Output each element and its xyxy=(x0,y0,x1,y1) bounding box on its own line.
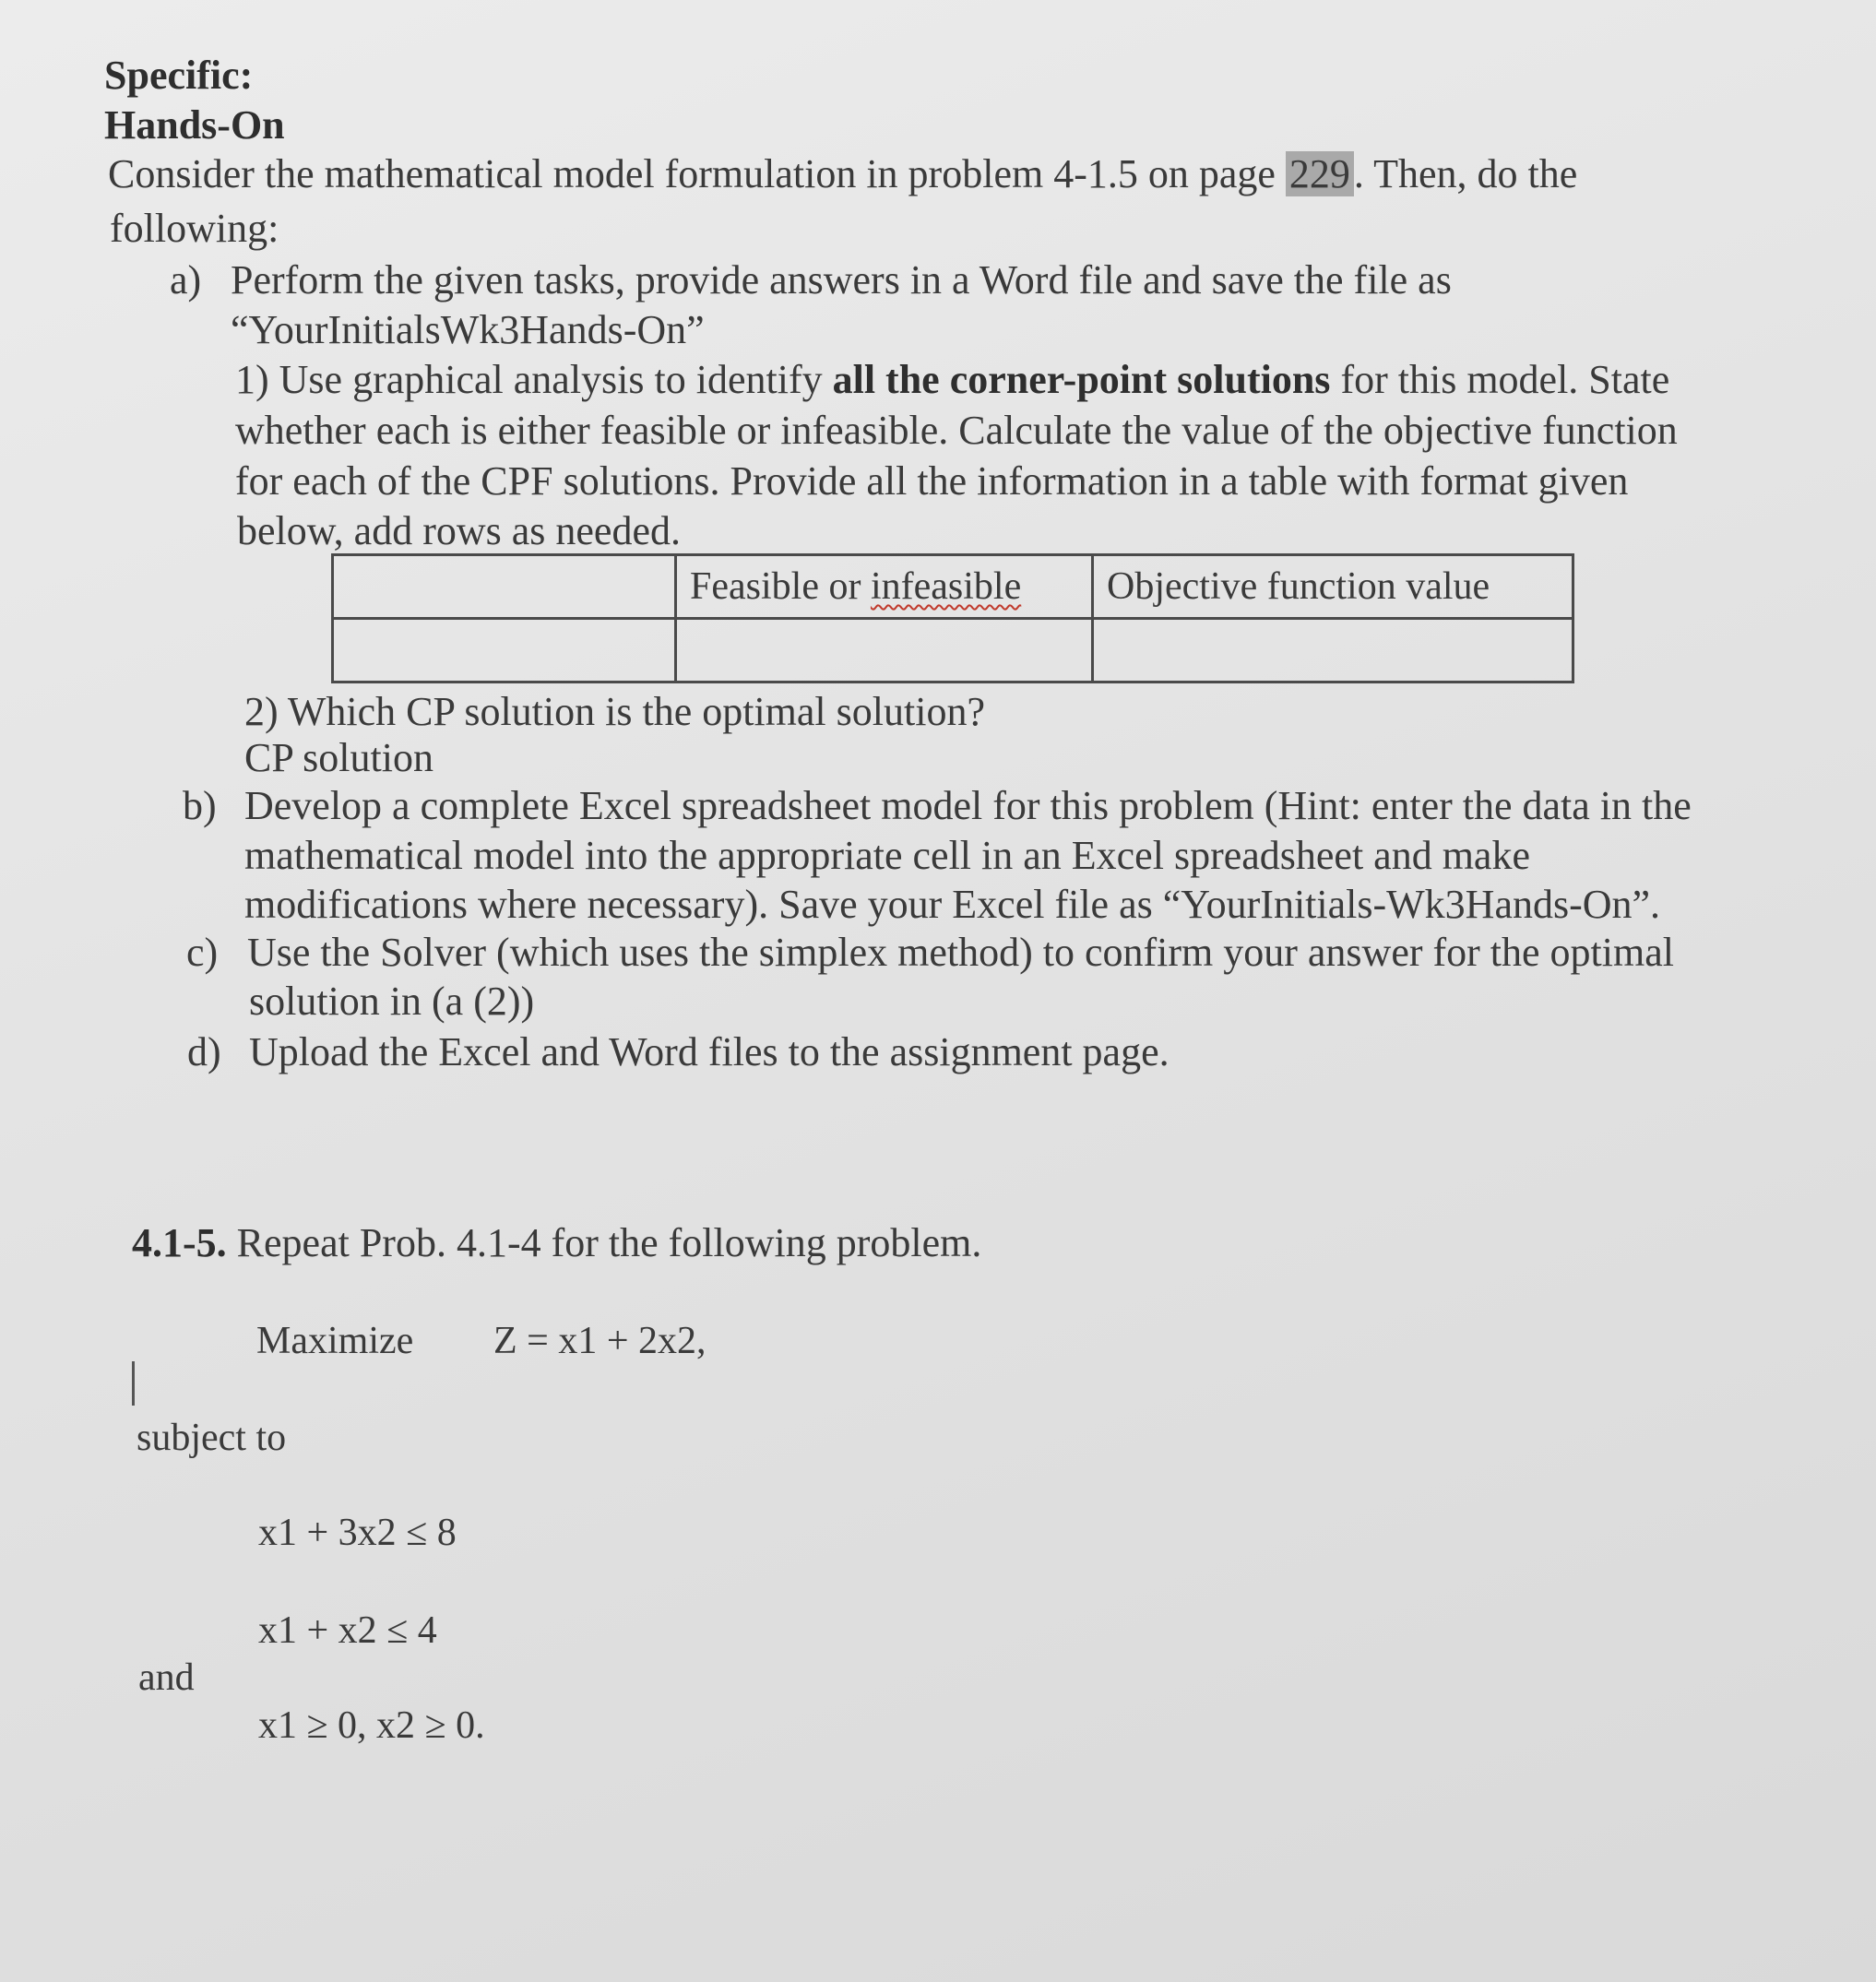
task-1-line-3: for each of the CPF solutions. Provide all the information in a table with format given xyxy=(235,458,1629,504)
task-2-line-1: 2) Which CP solution is the optimal solution? xyxy=(244,689,985,734)
item-a-label: a) xyxy=(170,257,202,303)
task-1-text-post: for this model. State xyxy=(1330,357,1670,402)
item-d-label: d) xyxy=(187,1029,221,1074)
table-cell[interactable] xyxy=(1093,619,1573,682)
table-header-row xyxy=(333,555,1573,619)
task-1-line-4: below, add rows as needed. xyxy=(237,508,681,553)
intro-line-2: following: xyxy=(110,206,279,251)
subject-to-label: subject to xyxy=(137,1417,287,1459)
table-cell[interactable] xyxy=(333,619,676,682)
item-b-line-2: mathematical model into the appropriate cell in an Excel spreadsheet and make xyxy=(244,833,1530,878)
item-c-line-1: Use the Solver (which uses the simplex method) to confirm your answer for the optimal xyxy=(247,930,1674,975)
constraint-1: x1 + 3x2 ≤ 8 xyxy=(258,1512,457,1554)
task-1-text-pre: 1) Use graphical analysis to identify xyxy=(235,357,833,402)
table-header-cell-1[interactable] xyxy=(333,555,676,619)
item-c-line-2: solution in (a (2)) xyxy=(249,979,535,1024)
problem-number: 4.1-5. xyxy=(132,1220,227,1265)
task-1-bold-phrase: all the corner-point solutions xyxy=(832,357,1331,402)
intro-text-pre: Consider the mathematical model formulation in problem 4-1.5 on page xyxy=(108,151,1286,196)
constraint-2: x1 + x2 ≤ 4 xyxy=(258,1609,437,1652)
item-b-line-1: Develop a complete Excel spreadsheet model for this problem (Hint: enter the data in the xyxy=(244,783,1692,828)
item-b-line-3: modifications where necessary). Save your Excel file as “YourInitials-Wk3Hands-On”. xyxy=(244,882,1661,927)
problem-title xyxy=(132,1219,981,1267)
nonnegativity-constraints: x1 ≥ 0, x2 ≥ 0. xyxy=(258,1704,485,1747)
heading-specific: Specific: xyxy=(104,53,254,98)
spellcheck-flagged-word: infeasible xyxy=(870,565,1022,608)
task-1-line-2: whether each is either feasible or infeasible. Calculate the value of the objective function xyxy=(235,408,1678,453)
table-row xyxy=(333,619,1573,682)
item-c-label: c) xyxy=(186,930,219,975)
table-header-cell-objective[interactable]: Objective function value xyxy=(1093,555,1573,619)
task-1-line-1 xyxy=(235,356,1669,404)
table-cell[interactable] xyxy=(676,619,1093,682)
item-a-line-1: Perform the given tasks, provide answers in a Word file and save the file as xyxy=(231,257,1452,303)
header-feasible-pre: Feasible or xyxy=(690,565,871,608)
maximize-label: Maximize xyxy=(256,1320,414,1362)
item-a-line-2: “YourInitialsWk3Hands-On” xyxy=(231,307,705,352)
table-header-cell-feasible[interactable] xyxy=(676,555,1093,619)
cpf-solutions-table xyxy=(331,553,1574,683)
problem-title-text: Repeat Prob. 4.1-4 for the following problem. xyxy=(226,1220,982,1265)
item-b-label: b) xyxy=(183,783,217,828)
heading-hands-on: Hands-On xyxy=(104,102,285,148)
text-cursor xyxy=(132,1361,135,1406)
intro-text-post: . Then, do the xyxy=(1353,151,1578,196)
item-d-line-1: Upload the Excel and Word files to the assignment page. xyxy=(249,1029,1170,1074)
task-2-line-2: CP solution xyxy=(244,735,433,780)
intro-line-1 xyxy=(108,150,1577,198)
and-label: and xyxy=(138,1656,195,1699)
page-number-highlight: 229 xyxy=(1286,151,1354,196)
objective-function: Z = x1 + 2x2, xyxy=(493,1320,706,1362)
